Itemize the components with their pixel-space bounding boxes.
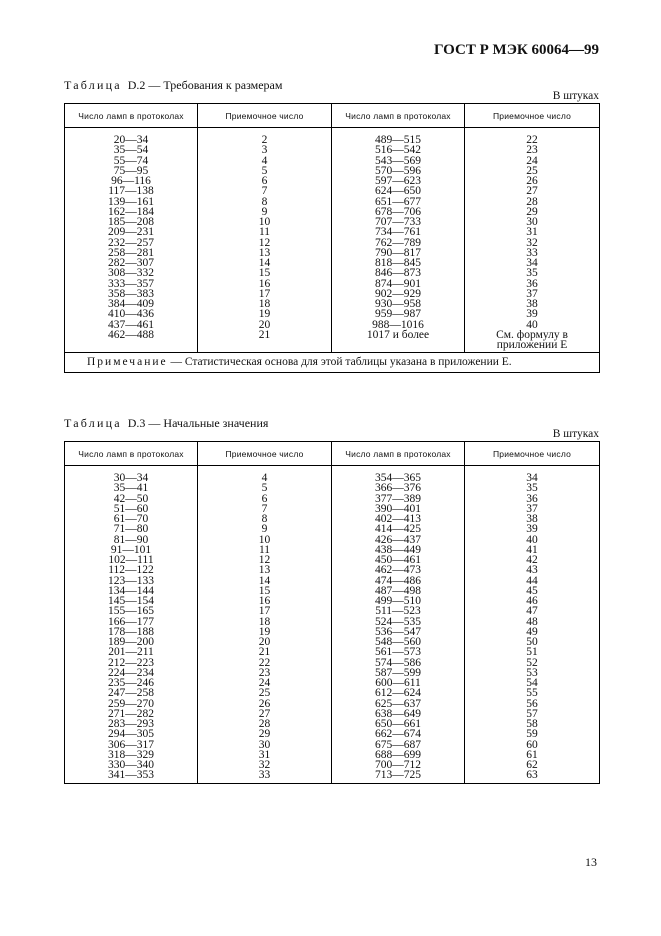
table-cell: 988—1016 [332,320,465,330]
table-row [65,729,600,739]
table-cell: 258—281 [65,248,198,258]
table-cell: 58 [465,719,600,729]
table-row [65,340,600,353]
table-cell: 38 [465,514,600,524]
table-cell: 26 [465,176,600,186]
table-cell: 48 [465,617,600,627]
table-cell: 36 [465,279,600,289]
table-cell: 21 [198,647,332,657]
table-cell: 12 [198,555,332,565]
table-cell: 166—177 [65,617,198,627]
table-cell: 54 [465,678,600,688]
table-cell [332,340,465,353]
table-cell: 33 [198,770,332,783]
table-cell: 524—535 [332,617,465,627]
table-cell: 51—60 [65,504,198,514]
column-header: Число ламп в протоколах [65,442,198,466]
table-cell: 499—510 [332,596,465,606]
table-cell: 28 [465,197,600,207]
table-cell: 13 [198,248,332,258]
table-cell: 35—41 [65,483,198,493]
table-cell: 624—650 [332,186,465,196]
table-row [65,565,600,575]
table-cell: 224—234 [65,668,198,678]
table-cell: 112—122 [65,565,198,575]
table-cell: 22 [198,658,332,668]
table-cell: 574—586 [332,658,465,668]
table-cell: 81—90 [65,535,198,545]
table-cell: 489—515 [332,128,465,146]
table-d2-units: В штуках [552,90,599,102]
table-cell: 14 [198,576,332,586]
table-row [65,606,600,616]
table-cell: 102—111 [65,555,198,565]
table-row [65,647,600,657]
table-cell: 18 [198,299,332,309]
table-cell: 462—488 [65,330,198,340]
table-cell: 17 [198,289,332,299]
table-cell: 638—649 [332,709,465,719]
table-cell: 185—208 [65,217,198,227]
table-cell: 30 [465,217,600,227]
table-cell: 306—317 [65,740,198,750]
table-cell: 178—188 [65,627,198,637]
table-cell: 8 [198,197,332,207]
table-cell: 8 [198,514,332,524]
table-d3-caption [64,416,268,431]
table-cell: 700—712 [332,760,465,770]
table-cell: 15 [198,586,332,596]
table-cell: 96—116 [65,176,198,186]
table-row [65,186,600,196]
table-row [65,268,600,278]
table-cell: 10 [198,217,332,227]
table-row [65,688,600,698]
table-row [65,483,600,493]
table-cell: 294—305 [65,729,198,739]
table-cell: 675—687 [332,740,465,750]
table-cell: 9 [198,524,332,534]
table-row [65,128,600,146]
table-cell: 259—270 [65,699,198,709]
table-cell: 308—332 [65,268,198,278]
table-cell: 45 [465,586,600,596]
table-cell: 1017 и более [332,330,465,340]
table-cell: 134—144 [65,586,198,596]
table-cell: 61 [465,750,600,760]
table-cell: 21 [198,330,332,340]
table-cell: 37 [465,289,600,299]
table-cell: 713—725 [332,770,465,783]
table-cell: 47 [465,606,600,616]
table-cell: 31 [465,227,600,237]
table-cell: 426—437 [332,535,465,545]
table-cell: 59 [465,729,600,739]
table-d3 [64,441,600,784]
table-cell: 410—436 [65,309,198,319]
table-cell: 15 [198,268,332,278]
table-cell: 52 [465,658,600,668]
table-cell: 516—542 [332,145,465,155]
table-cell: 20—34 [65,128,198,146]
table-cell: 14 [198,258,332,268]
table-cell: 162—184 [65,207,198,217]
table-cell: 6 [198,176,332,186]
table-row [65,466,600,484]
table-cell: 27 [198,709,332,719]
table-cell: 34 [465,258,600,268]
caption-label: Таблица [64,416,122,430]
table-cell: 366—376 [332,483,465,493]
table-cell: 474—486 [332,576,465,586]
table-cell: 201—211 [65,647,198,657]
table-cell: 5 [198,483,332,493]
table-cell: 4 [198,156,332,166]
table-cell: 38 [465,299,600,309]
table-cell: 35 [465,483,600,493]
table-cell: 49 [465,627,600,637]
table-cell: 462—473 [332,565,465,575]
table-cell: 39 [465,309,600,319]
table-cell: 35—54 [65,145,198,155]
table-cell: 37 [465,504,600,514]
table-cell: 874—901 [332,279,465,289]
table-cell: 333—357 [65,279,198,289]
table-cell: 34 [465,466,600,484]
table-cell: 40 [465,320,600,330]
table-cell: 662—674 [332,729,465,739]
table-cell: 17 [198,606,332,616]
table-cell: 155—165 [65,606,198,616]
table-cell: 71—80 [65,524,198,534]
table-cell: 247—258 [65,688,198,698]
table-cell: 450—461 [332,555,465,565]
column-header: Приемочное число [465,442,600,466]
table-cell: 55 [465,688,600,698]
table-cell: 27 [465,186,600,196]
table-cell: 25 [198,688,332,698]
table-cell: 384—409 [65,299,198,309]
table-cell: 271—282 [65,709,198,719]
table-cell: 35 [465,268,600,278]
caption-title: — Требования к размерам [145,78,283,92]
table-cell: 36 [465,494,600,504]
table-cell: 209—231 [65,227,198,237]
table-cell: 62 [465,760,600,770]
table-cell: 212—223 [65,658,198,668]
table-d2-caption [64,78,282,93]
caption-id: D.2 [127,78,146,92]
table-d3-units: В штуках [552,428,599,440]
table-cell: 6 [198,494,332,504]
table-cell: 930—958 [332,299,465,309]
table-cell [65,340,198,353]
table-cell: 29 [465,207,600,217]
table-cell: 4 [198,466,332,484]
table-cell: 561—573 [332,647,465,657]
table-cell: приложении Е [465,340,600,353]
table-cell: 19 [198,627,332,637]
table-cell: 19 [198,309,332,319]
table-cell: 39 [465,524,600,534]
table-cell: 53 [465,668,600,678]
caption-label: Таблица [64,78,122,92]
table-cell: 330—340 [65,760,198,770]
table-cell: 846—873 [332,268,465,278]
table-row [65,309,600,319]
table-cell: 3 [198,145,332,155]
table-cell: 688—699 [332,750,465,760]
table-cell: 60 [465,740,600,750]
table-cell: 30—34 [65,466,198,484]
table-cell [198,340,332,353]
table-cell: См. формулу в [465,330,600,340]
table-cell: 707—733 [332,217,465,227]
table-cell: 33 [465,248,600,258]
table-cell: 678—706 [332,207,465,217]
table-row [65,770,600,783]
table-cell: 402—413 [332,514,465,524]
table-cell: 91—101 [65,545,198,555]
table-cell: 24 [198,678,332,688]
document-code: ГОСТ Р МЭК 60064—99 [434,42,599,58]
table-cell: 32 [465,238,600,248]
table-cell: 56 [465,699,600,709]
table-cell: 11 [198,545,332,555]
table-cell: 9 [198,207,332,217]
table-cell: 5 [198,166,332,176]
table-cell: 42 [465,555,600,565]
table-cell: 30 [198,740,332,750]
table-cell: 31 [198,750,332,760]
table-cell: 29 [198,729,332,739]
table-row [65,227,600,237]
table-cell: 818—845 [332,258,465,268]
table-cell: 283—293 [65,719,198,729]
table-cell: 26 [198,699,332,709]
table-cell: 50 [465,637,600,647]
table-cell: 790—817 [332,248,465,258]
column-header: Число ламп в протоколах [65,104,198,128]
caption-title: — Начальные значения [145,416,269,430]
table-cell: 570—596 [332,166,465,176]
table-cell: 734—761 [332,227,465,237]
page-number: 13 [585,855,597,869]
table-cell: 20 [198,320,332,330]
table-cell: 437—461 [65,320,198,330]
column-header: Число ламп в протоколах [332,442,465,466]
column-header: Число ламп в протоколах [332,104,465,128]
table-cell: 16 [198,279,332,289]
table-cell: 55—74 [65,156,198,166]
table-cell: 318—329 [65,750,198,760]
table-cell: 12 [198,238,332,248]
table-cell: 189—200 [65,637,198,647]
table-cell: 75—95 [65,166,198,176]
table-cell: 341—353 [65,770,198,783]
table-cell: 57 [465,709,600,719]
caption-id: D.3 [127,416,146,430]
table-cell: 390—401 [332,504,465,514]
table-cell: 511—523 [332,606,465,616]
table-cell: 10 [198,535,332,545]
column-header: Приемочное число [198,442,332,466]
table-cell: 139—161 [65,197,198,207]
table-cell: 414—425 [332,524,465,534]
table-cell: 377—389 [332,494,465,504]
table-note [65,353,600,373]
table-cell: 7 [198,504,332,514]
table-cell: 46 [465,596,600,606]
table-cell: 145—154 [65,596,198,606]
note-text: — Статистическая основа для этой таблицы указана в приложении Е. [167,356,512,369]
table-row [65,145,600,155]
table-cell: 13 [198,565,332,575]
table-cell: 123—133 [65,576,198,586]
table-cell: 650—661 [332,719,465,729]
table-cell: 354—365 [332,466,465,484]
table-cell: 235—246 [65,678,198,688]
column-header: Приемочное число [465,104,600,128]
table-cell: 61—70 [65,514,198,524]
table-cell: 487—498 [332,586,465,596]
table-cell: 2 [198,128,332,146]
table-cell: 587—599 [332,668,465,678]
note-label: Примечание [87,356,168,369]
table-cell: 600—611 [332,678,465,688]
table-cell: 7 [198,186,332,196]
table-cell: 42—50 [65,494,198,504]
table-cell: 20 [198,637,332,647]
table-cell: 625—637 [332,699,465,709]
table-row [65,524,600,534]
table-cell: 358—383 [65,289,198,299]
table-cell: 902—929 [332,289,465,299]
column-header: Приемочное число [198,104,332,128]
table-cell: 543—569 [332,156,465,166]
table-cell: 44 [465,576,600,586]
table-cell: 438—449 [332,545,465,555]
table-cell: 548—560 [332,637,465,647]
table-cell: 40 [465,535,600,545]
table-cell: 22 [465,128,600,146]
table-cell: 959—987 [332,309,465,319]
table-cell: 51 [465,647,600,657]
table-cell: 32 [198,760,332,770]
table-cell: 23 [465,145,600,155]
table-cell: 762—789 [332,238,465,248]
table-d2 [64,103,600,373]
table-cell: 651—677 [332,197,465,207]
table-cell: 28 [198,719,332,729]
table-cell: 41 [465,545,600,555]
table-cell: 43 [465,565,600,575]
table-cell: 16 [198,596,332,606]
table-cell: 536—547 [332,627,465,637]
table-cell: 612—624 [332,688,465,698]
table-cell: 232—257 [65,238,198,248]
table-cell: 117—138 [65,186,198,196]
table-cell: 597—623 [332,176,465,186]
table-cell: 18 [198,617,332,627]
table-cell: 23 [198,668,332,678]
table-note-row [65,353,600,373]
table-cell: 11 [198,227,332,237]
table-cell: 63 [465,770,600,783]
table-cell: 25 [465,166,600,176]
table-cell: 24 [465,156,600,166]
table-cell: 282—307 [65,258,198,268]
